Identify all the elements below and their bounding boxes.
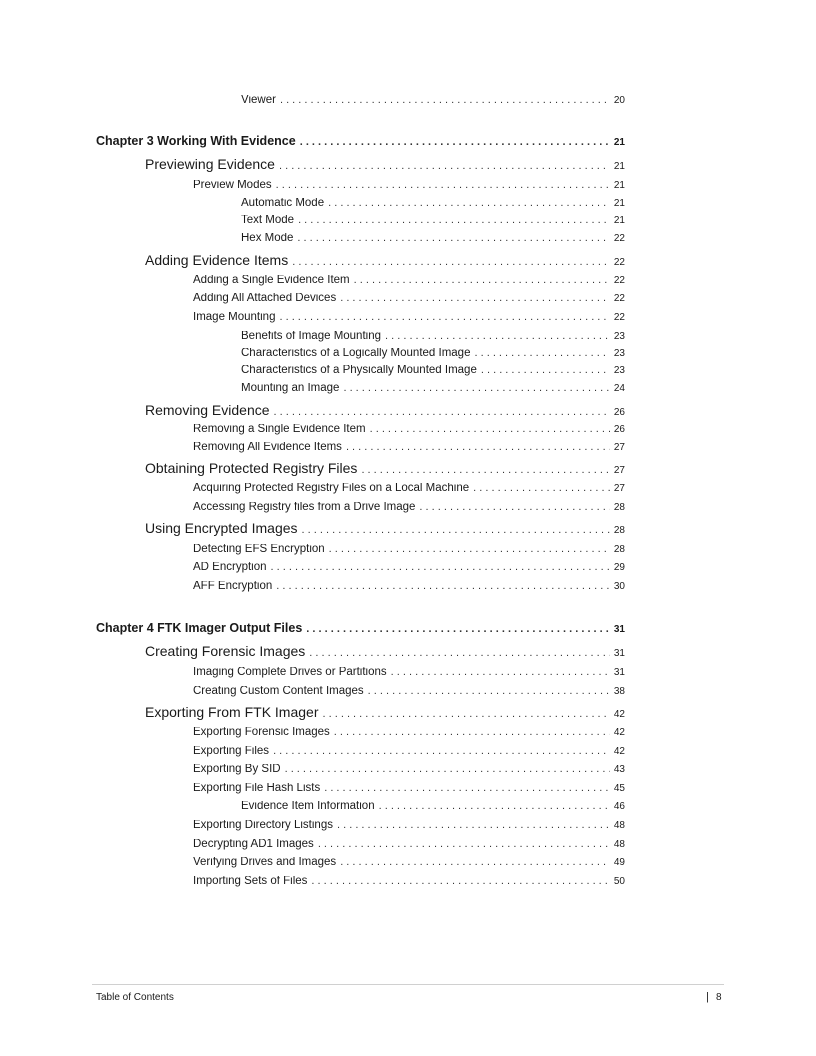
toc-entry-title: Removing Evidence: [145, 403, 270, 418]
toc-leader: [276, 180, 610, 191]
toc-leader: [279, 161, 610, 172]
toc-leader: [302, 525, 610, 536]
toc-entry-title: Exporting From FTK Imager: [145, 705, 319, 720]
toc-entry[interactable]: [145, 644, 625, 659]
toc-leader: [280, 95, 610, 106]
toc-entry-page: 22: [613, 275, 625, 286]
toc-entry[interactable]: [145, 403, 625, 418]
toc-leader: [311, 876, 609, 887]
toc-entry-page: 22: [613, 233, 625, 244]
toc-entry-page: 21: [613, 215, 625, 226]
toc-entry-title: Decrypting AD1 Images: [193, 839, 314, 850]
toc-entry-page: 42: [613, 727, 625, 738]
toc-leader: [481, 365, 610, 376]
toc-chapter-title: Chapter 4 FTK Imager Output Files: [96, 622, 303, 635]
toc-leader: [346, 442, 610, 453]
toc-entry[interactable]: [193, 581, 625, 593]
toc-entry-title: Exporting File Hash Lists: [193, 783, 321, 794]
toc-entry-page: 42: [613, 709, 625, 720]
toc-entry-title: Exporting Directory Listings: [193, 820, 333, 831]
toc-leader: [329, 544, 610, 555]
toc-entry-title: Automatic Mode: [241, 198, 325, 209]
toc-leader: [273, 746, 610, 757]
toc-entry[interactable]: [241, 95, 625, 107]
toc-leader: [361, 465, 609, 476]
toc-entry-title: Text Mode: [241, 215, 295, 226]
toc-entry-page: 21: [613, 198, 625, 209]
toc-entry[interactable]: [193, 857, 625, 869]
toc-entry-page: 28: [613, 502, 625, 513]
footer-page-number: 8: [716, 992, 722, 1003]
toc-leader: [297, 233, 609, 244]
toc-leader: [391, 667, 610, 678]
toc-entry[interactable]: [241, 215, 625, 227]
toc-entry[interactable]: [193, 783, 625, 795]
toc-entry[interactable]: [193, 746, 625, 758]
toc-entry-title: Mounting an Image: [241, 383, 340, 394]
footer-section-title: Table of Contents: [96, 992, 174, 1003]
toc-entry-page: 43: [613, 764, 625, 775]
toc-entry-page: 27: [613, 442, 625, 453]
toc-entry-title: Imaging Complete Drives or Partitions: [193, 667, 387, 678]
toc-entry-title: AFF Encryption: [193, 581, 273, 592]
toc-entry-title: Characteristics of a Logically Mounted Image: [241, 348, 471, 359]
toc-entry-page: 23: [613, 365, 625, 376]
toc-entry-page: 22: [613, 312, 625, 323]
toc-leader: [473, 483, 610, 494]
toc-entry-title: Viewer: [241, 95, 276, 106]
toc-leader: [385, 331, 610, 342]
toc-chapter[interactable]: [96, 135, 625, 148]
toc-leader: [318, 839, 610, 850]
toc-entry-title: Verifying Drives and Images: [193, 857, 337, 868]
toc-entry-page: 45: [613, 783, 625, 794]
toc-leader: [328, 198, 610, 209]
toc-entry-page: 31: [613, 648, 625, 659]
toc-entry-page: 27: [613, 483, 625, 494]
toc-entry-title: Obtaining Protected Registry Files: [145, 461, 358, 476]
toc-entry-page: 21: [613, 137, 625, 148]
toc-entry-title: Adding a Single Evidence Item: [193, 275, 350, 286]
toc-entry[interactable]: [193, 686, 625, 698]
toc-entry-title: Image Mounting: [193, 312, 276, 323]
toc-leader: [271, 562, 610, 573]
toc-entry-page: 21: [613, 180, 625, 191]
footer-separator: |: [706, 991, 709, 1003]
toc-entry-page: 46: [613, 801, 625, 812]
toc-entry-page: 24: [613, 383, 625, 394]
toc-entry-title: Characteristics of a Physically Mounted Image: [241, 365, 477, 376]
toc-entry-title: Evidence Item Information: [241, 801, 375, 812]
toc-entry-page: 48: [613, 839, 625, 850]
toc-leader: [379, 801, 610, 812]
toc-entry-title: Importing Sets of Files: [193, 876, 308, 887]
toc-entry-page: 20: [613, 95, 625, 106]
toc-leader: [370, 424, 610, 435]
toc-entry-page: 48: [613, 820, 625, 831]
toc-entry[interactable]: [241, 365, 625, 377]
toc-entry[interactable]: [241, 331, 625, 343]
toc-entry-page: 26: [613, 407, 625, 418]
toc-entry-page: 26: [613, 424, 625, 435]
toc-leader: [324, 783, 610, 794]
toc-entry[interactable]: [241, 383, 625, 395]
toc-entry[interactable]: [193, 442, 625, 454]
toc-entry-title: Detecting EFS Encryption: [193, 544, 325, 555]
toc-entry-page: 30: [613, 581, 625, 592]
toc-entry-page: 23: [613, 348, 625, 359]
toc-entry[interactable]: [193, 764, 625, 776]
toc-entry[interactable]: [145, 157, 625, 172]
toc-entry-title: Removing a Single Evidence Item: [193, 424, 366, 435]
toc-entry[interactable]: [145, 521, 625, 536]
toc-entry-title: Creating Custom Content Images: [193, 686, 364, 697]
toc-entry-page: 42: [613, 746, 625, 757]
toc-entry[interactable]: [193, 839, 625, 851]
toc-leader: [274, 407, 610, 418]
toc-entry[interactable]: [145, 461, 625, 476]
toc-entry-title: Removing All Evidence Items: [193, 442, 342, 453]
toc-leader: [276, 581, 610, 592]
toc-entry-title: AD Encryption: [193, 562, 267, 573]
toc-entry-page: 23: [613, 331, 625, 342]
toc-entry-title: Accessing Registry files from a Drive Image: [193, 502, 416, 513]
toc-entry[interactable]: [193, 180, 625, 192]
toc-entry-title: Exporting By SID: [193, 764, 281, 775]
toc-entry[interactable]: [193, 727, 625, 739]
toc-entry-page: 21: [613, 161, 625, 172]
toc-entry-title: Adding Evidence Items: [145, 253, 289, 268]
toc-entry-page: 22: [613, 257, 625, 268]
toc-entry[interactable]: [193, 483, 625, 495]
toc-leader: [354, 275, 610, 286]
toc-leader: [343, 383, 609, 394]
toc-entry[interactable]: [193, 275, 625, 287]
toc-leader: [300, 137, 610, 148]
toc-entry-page: 38: [613, 686, 625, 697]
toc-entry[interactable]: [145, 253, 625, 268]
toc-entry[interactable]: [193, 544, 625, 556]
toc-entry[interactable]: [241, 801, 625, 813]
toc-leader: [323, 709, 610, 720]
toc-entry-page: 28: [613, 525, 625, 536]
toc-leader: [285, 764, 610, 775]
toc-chapter[interactable]: [96, 622, 625, 635]
toc-entry-title: Acquiring Protected Registry Files on a Local Machine: [193, 483, 470, 494]
toc-entry[interactable]: [145, 705, 625, 720]
toc-entry[interactable]: [193, 293, 625, 305]
toc-entry-title: Exporting Forensic Images: [193, 727, 330, 738]
toc-chapter-title: Chapter 3 Working With Evidence: [96, 135, 296, 148]
toc-entry[interactable]: [193, 820, 625, 832]
toc-entry-page: 31: [613, 624, 625, 635]
toc-entry-title: Using Encrypted Images: [145, 521, 298, 536]
toc-leader: [368, 686, 610, 697]
footer-divider: [92, 984, 724, 985]
toc-entry-page: 27: [613, 465, 625, 476]
toc-entry[interactable]: [193, 424, 625, 436]
toc-leader: [309, 648, 610, 659]
toc-entry-page: 31: [613, 667, 625, 678]
toc-entry[interactable]: [193, 312, 625, 324]
toc-leader: [334, 727, 610, 738]
toc-entry[interactable]: [193, 667, 625, 679]
toc-entry-page: 50: [613, 876, 625, 887]
toc-entry-title: Creating Forensic Images: [145, 644, 306, 659]
toc-entry-title: Benefits of Image Mounting: [241, 331, 381, 342]
toc-leader: [340, 857, 610, 868]
toc-leader: [337, 820, 610, 831]
toc-entry[interactable]: [193, 502, 625, 514]
toc-entry-title: Adding All Attached Devices: [193, 293, 337, 304]
toc-entry-title: Exporting Files: [193, 746, 270, 757]
toc-leader: [306, 624, 610, 635]
toc-entry-title: Preview Modes: [193, 180, 272, 191]
toc-leader: [474, 348, 609, 359]
toc-entry-title: Previewing Evidence: [145, 157, 275, 172]
toc-entry[interactable]: [241, 348, 625, 360]
toc-leader: [279, 312, 609, 323]
toc-entry[interactable]: [241, 198, 625, 210]
toc-entry[interactable]: [241, 233, 625, 245]
toc-entry-page: 29: [613, 562, 625, 573]
toc-entry-page: 49: [613, 857, 625, 868]
toc-leader: [340, 293, 610, 304]
toc-leader: [419, 502, 609, 513]
toc-leader: [298, 215, 610, 226]
toc-entry-page: 22: [613, 293, 625, 304]
toc-entry-page: 28: [613, 544, 625, 555]
toc-entry[interactable]: [193, 562, 625, 574]
toc-leader: [292, 257, 610, 268]
toc-entry[interactable]: [193, 876, 625, 888]
toc-entry-title: Hex Mode: [241, 233, 294, 244]
